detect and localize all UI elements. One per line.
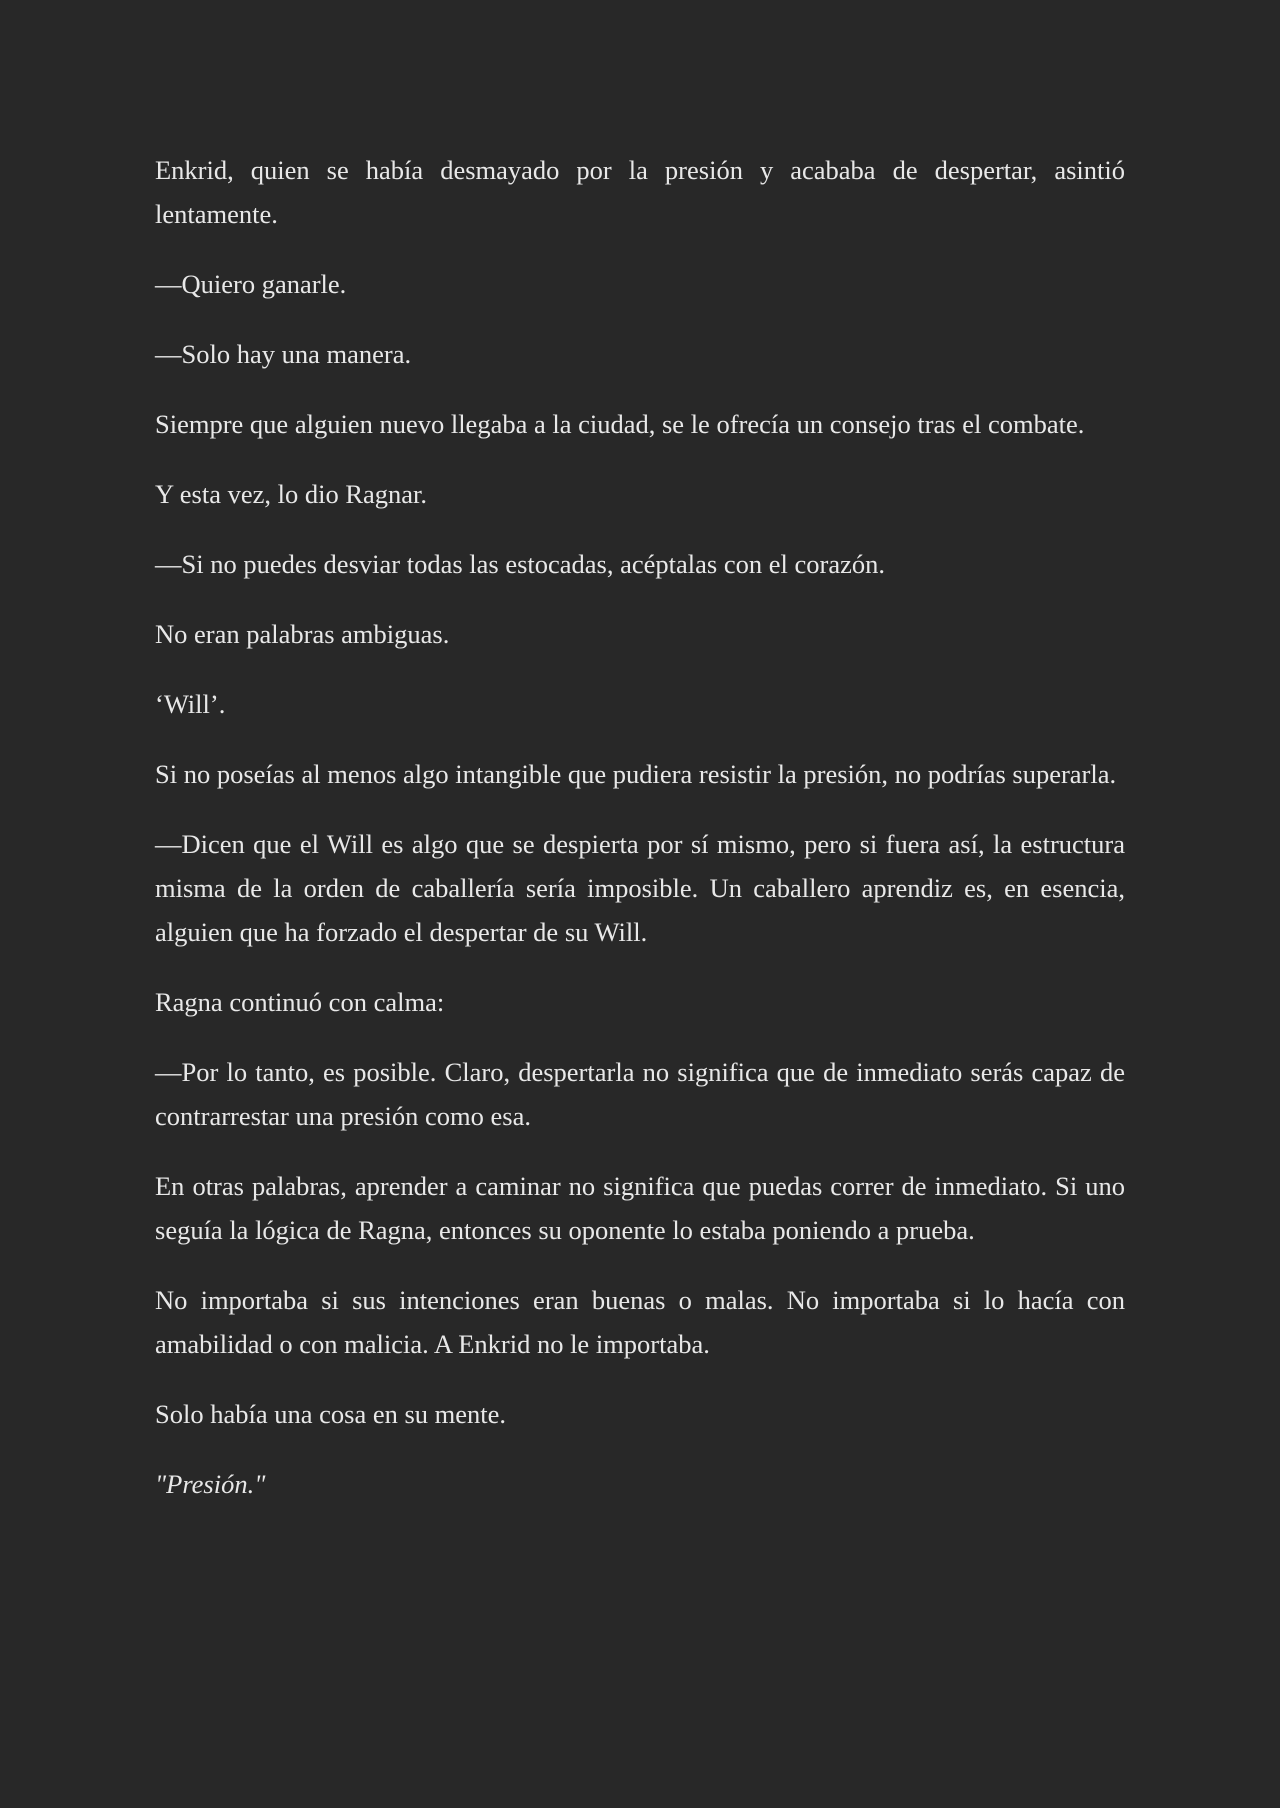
paragraph: —Por lo tanto, es posible. Claro, despertarla no significa que de inmediato serás capaz de contrarrestar una presión como esa. — [155, 1057, 1125, 1131]
paragraph: ‘Will’. — [155, 689, 226, 719]
paragraph: Solo había una cosa en su mente. — [155, 1399, 507, 1429]
paragraph: —Quiero ganarle. — [155, 269, 347, 299]
paragraph: —Si no puedes desviar todas las estocadas, acéptalas con el corazón. — [155, 549, 885, 579]
italic-thought-paragraph: "Presión." — [155, 1469, 266, 1499]
paragraph: No eran palabras ambiguas. — [155, 619, 450, 649]
paragraph: Ragna continuó con calma: — [155, 987, 445, 1017]
paragraph: —Dicen que el Will es algo que se despierta por sí mismo, pero si fuera así, la estructura misma de la orden de caballería sería imposible. Un caballero aprendiz es, en esencia, alguien que ha forzado el despertar de su Will. — [155, 829, 1125, 947]
paragraph: Enkrid, quien se había desmayado por la presión y acababa de despertar, asintió lentamente. — [155, 155, 1125, 229]
paragraph: —Solo hay una manera. — [155, 339, 412, 369]
paragraph: Si no poseías al menos algo intangible que pudiera resistir la presión, no podrías superarla. — [155, 759, 1117, 789]
paragraph: No importaba si sus intenciones eran buenas o malas. No importaba si lo hacía con amabilidad o con malicia. A Enkrid no le importaba. — [155, 1285, 1125, 1359]
reader-content — [155, 148, 1125, 1532]
paragraph: Siempre que alguien nuevo llegaba a la ciudad, se le ofrecía un consejo tras el combate. — [155, 409, 1085, 439]
paragraph: En otras palabras, aprender a caminar no significa que puedas correr de inmediato. Si uno seguía la lógica de Ragna, entonces su oponente lo estaba poniendo a prueba. — [155, 1171, 1125, 1245]
paragraph: Y esta vez, lo dio Ragnar. — [155, 479, 428, 509]
